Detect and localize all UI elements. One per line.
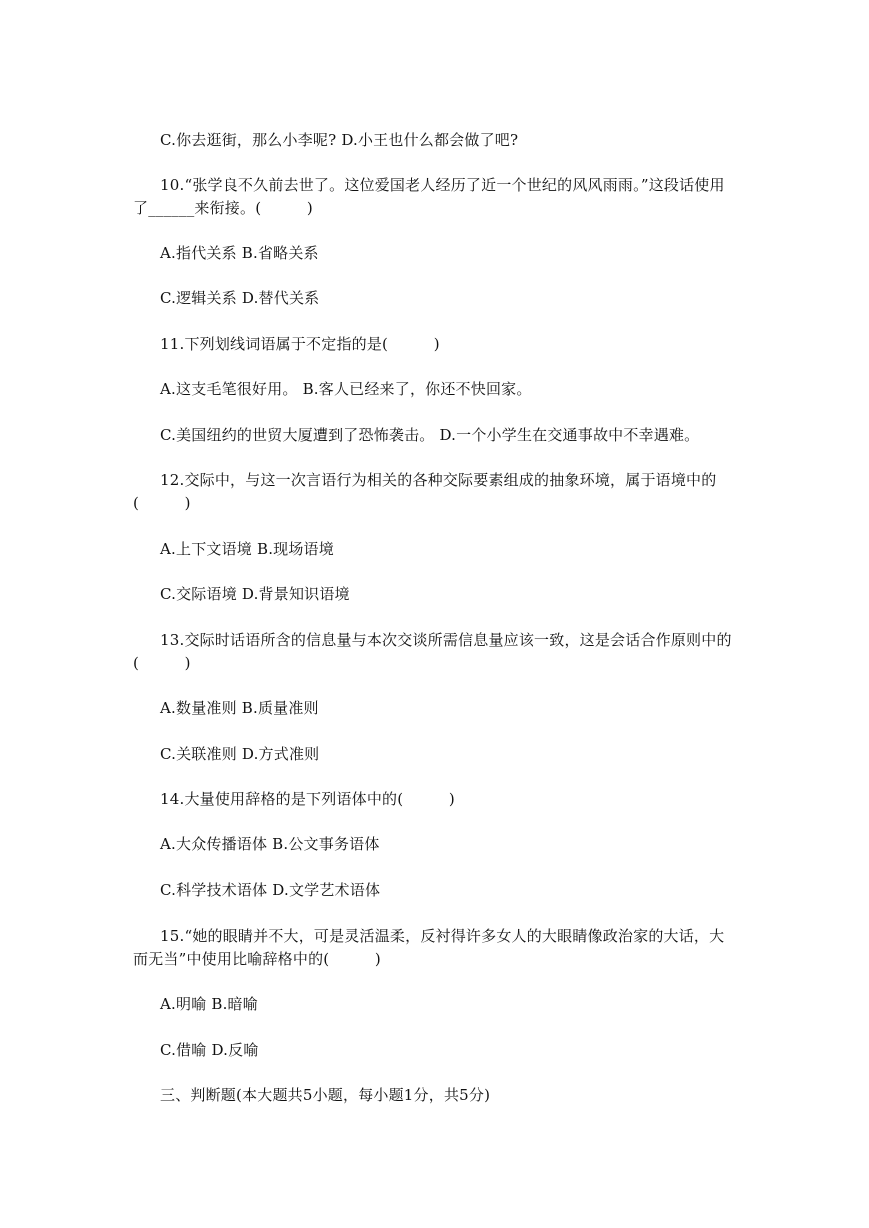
q14-options-ab: A.大众传播语体 B.公文事务语体	[160, 835, 380, 853]
q12-options-cd: C.交际语境 D.背景知识语境	[160, 585, 350, 603]
q11-options-ab: A.这支毛笔很好用。 B.客人已经来了，你还不快回家。	[160, 380, 532, 398]
q15-text: 15.“她的眼睛并不大，可是灵活温柔，反衬得许多女人的大眼睛像政治家的大话，大	[160, 927, 725, 945]
q9-options-cd: C.你去逛街，那么小李呢? D.小王也什么都会做了吧?	[160, 131, 519, 149]
q10-options-cd: C.逻辑关系 D.替代关系	[160, 289, 320, 307]
q13-text-cont: ( )	[133, 654, 191, 672]
q10-options-ab: A.指代关系 B.省略关系	[160, 244, 319, 262]
q15-options-cd: C.借喻 D.反喻	[160, 1041, 259, 1059]
q14-options-cd: C.科学技术语体 D.文学艺术语体	[160, 881, 381, 899]
q12-text-cont: ( )	[133, 494, 191, 512]
section-three-heading: 三、判断题(本大题共5小题，每小题1分，共5分)	[160, 1086, 491, 1104]
q13-options-ab: A.数量准则 B.质量准则	[160, 699, 319, 717]
q10-text: 10.“张学良不久前去世了。这位爱国老人经历了近一个世纪的风风雨雨。”这段话使用	[160, 176, 725, 194]
q14-text: 14.大量使用辞格的是下列语体中的( )	[160, 790, 455, 808]
q10-text-cont: 了______来衔接。( )	[133, 199, 313, 217]
q13-text: 13.交际时话语所含的信息量与本次交谈所需信息量应该一致，这是会话合作原则中的	[160, 631, 732, 649]
q13-options-cd: C.关联准则 D.方式准则	[160, 745, 320, 763]
q15-text-cont: 而无当”中使用比喻辞格中的( )	[133, 950, 381, 968]
q12-options-ab: A.上下文语境 B.现场语境	[160, 540, 334, 558]
q12-text: 12.交际中，与这一次言语行为相关的各种交际要素组成的抽象环境，属于语境中的	[160, 471, 717, 489]
q15-options-ab: A.明喻 B.暗喻	[160, 995, 258, 1013]
q11-text: 11.下列划线词语属于不定指的是( )	[160, 335, 440, 353]
q11-options-cd: C.美国纽约的世贸大厦遭到了恐怖袭击。 D.一个小学生在交通事故中不幸遇难。	[160, 426, 700, 444]
